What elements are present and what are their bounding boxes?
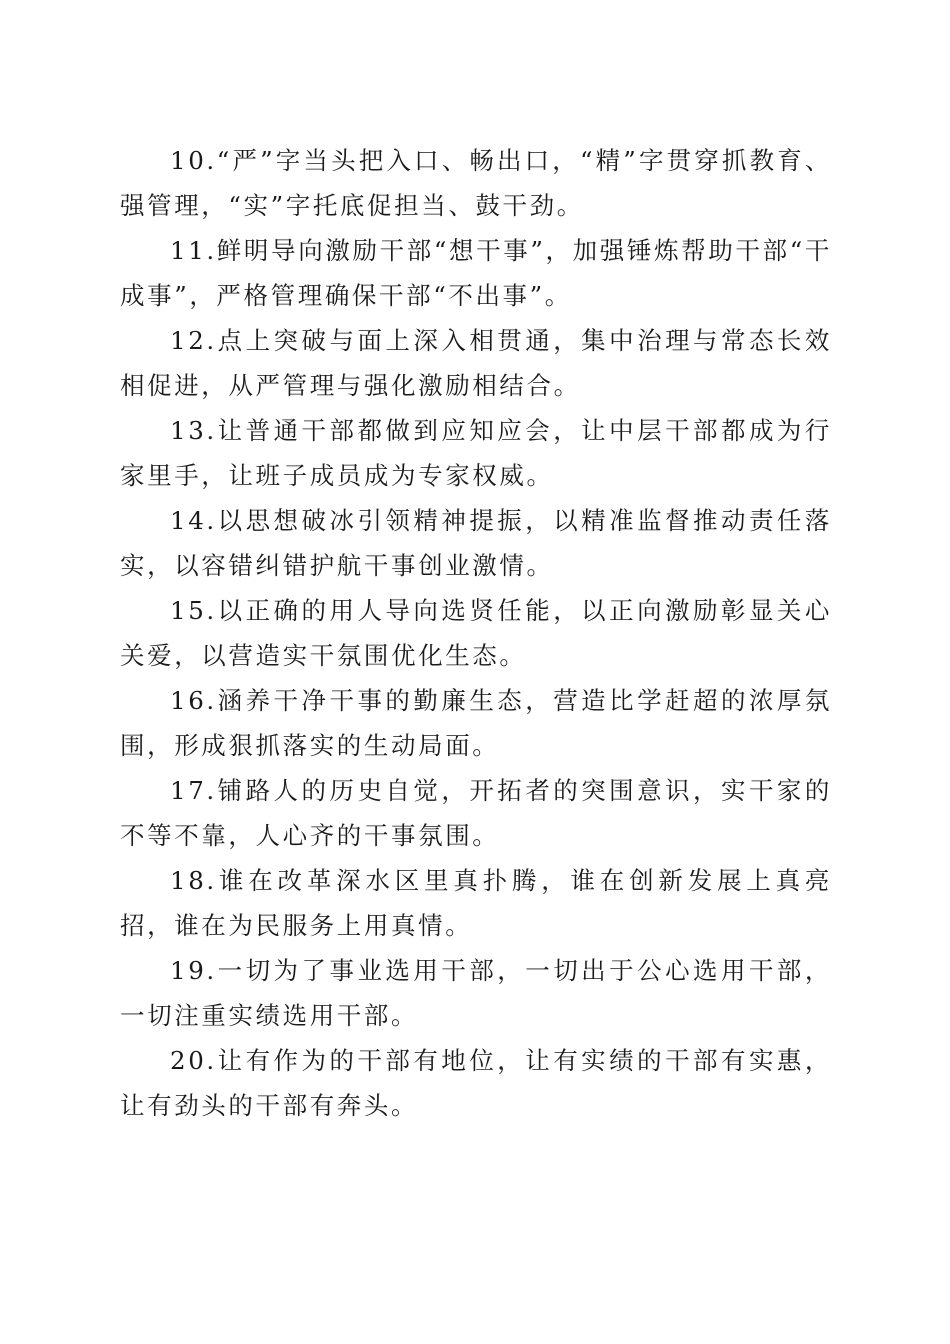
paragraph-15: 15.以正确的用人导向选贤任能，以正向激励彰显关心关爱，以营造实干氛围优化生态。 xyxy=(120,596,832,670)
paragraph-12: 12.点上突破与面上深入相贯通，集中治理与常态长效相促进，从严管理与强化激励相结合。 xyxy=(120,326,832,400)
paragraph-10: 10.“严”字当头把入口、畅出口，“精”字贯穿抓教育、强管理，“实”字托底促担当、鼓干劲。 xyxy=(120,146,832,220)
paragraph-19: 19.一切为了事业选用干部，一切出于公心选用干部，一切注重实绩选用干部。 xyxy=(120,956,832,1030)
paragraph-17: 17.铺路人的历史自觉，开拓者的突围意识，实干家的不等不靠，人心齐的干事氛围。 xyxy=(120,776,832,850)
paragraph-14: 14.以思想破冰引领精神提振，以精准监督推动责任落实，以容错纠错护航干事创业激情。 xyxy=(120,506,832,580)
paragraph-11: 11.鲜明导向激励干部“想干事”，加强锤炼帮助干部“干成事”，严格管理确保干部“不出事”。 xyxy=(120,236,832,310)
document-body xyxy=(120,138,832,1128)
paragraph-13: 13.让普通干部都做到应知应会，让中层干部都成为行家里手，让班子成员成为专家权威。 xyxy=(120,416,832,490)
paragraph-16: 16.涵养干净干事的勤廉生态，营造比学赶超的浓厚氛围，形成狠抓落实的生动局面。 xyxy=(120,686,832,760)
paragraph-18: 18.谁在改革深水区里真扑腾，谁在创新发展上真亮招，谁在为民服务上用真情。 xyxy=(120,866,832,940)
paragraph-20: 20.让有作为的干部有地位，让有实绩的干部有实惠，让有劲头的干部有奔头。 xyxy=(120,1046,832,1120)
